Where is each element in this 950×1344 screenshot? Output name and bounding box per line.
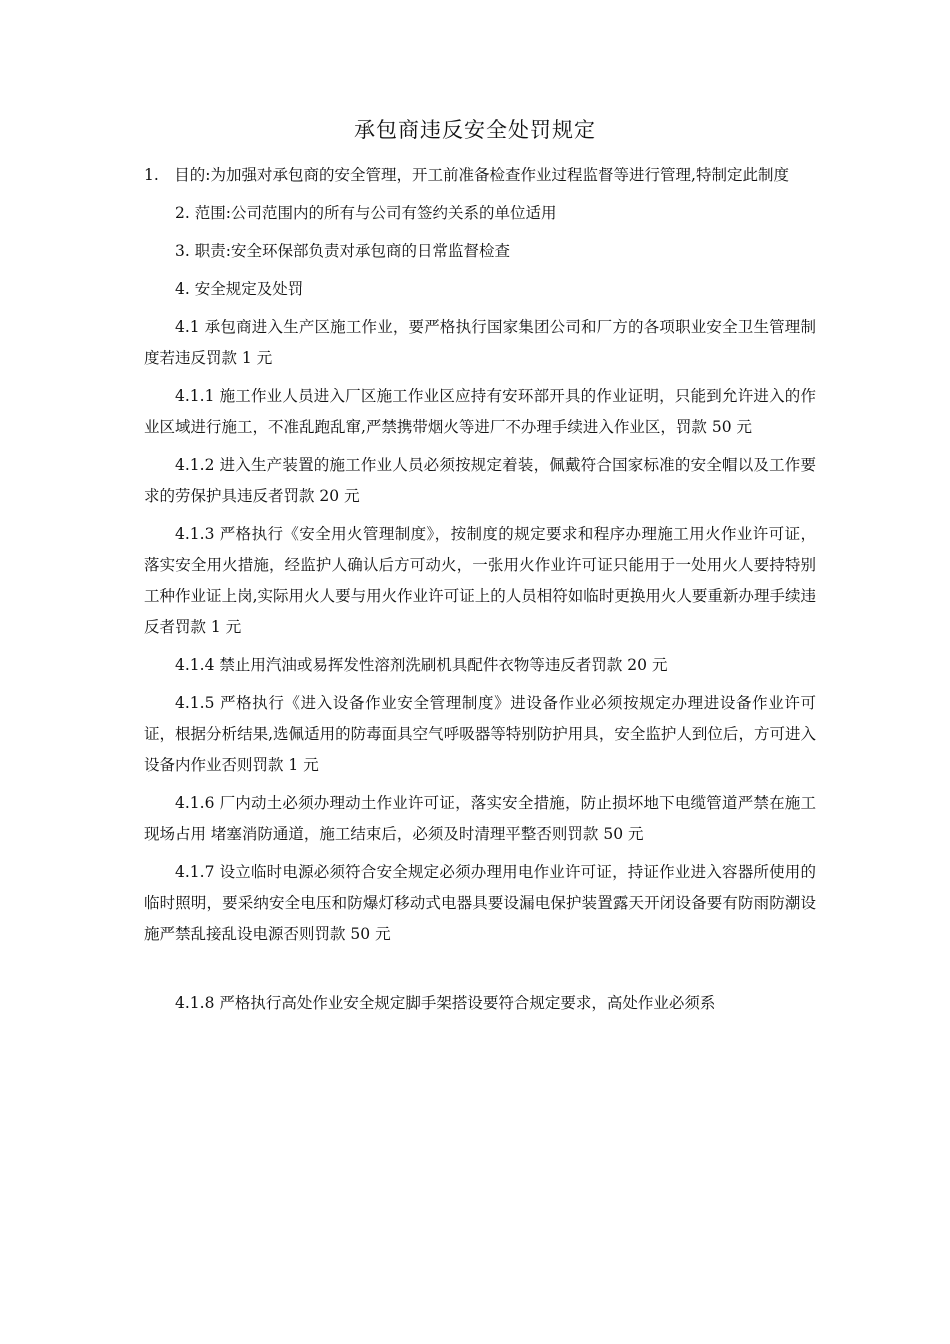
- paragraph-rule-4-1-5: 4.1.5 严格执行《进入设备作业安全管理制度》进设备作业必须按规定办理进设备作业许可证，根据分析结果,选佩适用的防毒面具空气呼吸器等特别防护用具，安全监护人到位后，方可进入设备内作业否则罚款 1 元: [144, 694, 816, 774]
- paragraph-rule-4-1-3: 4.1.3 严格执行《安全用火管理制度》，按制度的规定要求和程序办理施工用火作业许可证，落实安全用火措施，经监护人确认后方可动火，一张用火作业许可证只能用于一处用火人要持特别工种作业证上岗,实际用火人要与用火作业许可证上的人员相符如临时更换用火人要重新办理手续违反者罚款 1 元: [144, 525, 816, 636]
- paragraph-spacer: [144, 950, 816, 988]
- paragraph-rules-heading: 4. 安全规定及处罚: [175, 280, 304, 298]
- paragraph-rule-4-1-2: 4.1.2 进入生产装置的施工作业人员必须按规定着装，佩戴符合国家标准的安全帽以及工作要求的劳保护具违反者罚款 20 元: [144, 456, 816, 505]
- paragraph-rule-4-1-1: 4.1.1 施工作业人员进入厂区施工作业区应持有安环部开具的作业证明，只能到允许进入的作业区域进行施工，不准乱跑乱窜,严禁携带烟火等进厂不办理手续进入作业区，罚款 50 元: [144, 387, 816, 436]
- paragraph-scope: 2. 范围:公司范围内的所有与公司有签约关系的单位适用: [175, 204, 557, 222]
- paragraph-rule-4-1-8: 4.1.8 严格执行高处作业安全规定脚手架搭设要符合规定要求，高处作业必须系: [175, 994, 716, 1012]
- document-body: [144, 160, 816, 1019]
- paragraph-responsibility: 3. 职责:安全环保部负责对承包商的日常监督检查: [175, 242, 510, 260]
- paragraph-rule-4-1-4: 4.1.4 禁止用汽油或易挥发性溶剂洗刷机具配件衣物等违反者罚款 20 元: [175, 656, 668, 674]
- paragraph-rule-4-1-6: 4.1.6 厂内动土必须办理动土作业许可证，落实安全措施，防止损坏地下电缆管道严禁在施工现场占用 堵塞消防通道，施工结束后，必须及时清理平整否则罚款 50 元: [144, 794, 816, 843]
- paragraph-purpose: 1. 目的:为加强对承包商的安全管理，开工前准备检查作业过程监督等进行管理,特制定此制度: [144, 166, 789, 184]
- paragraph-rule-4-1-7: 4.1.7 设立临时电源必须符合安全规定必须办理用电作业许可证，持证作业进入容器所使用的临时照明，要采纳安全电压和防爆灯移动式电器具要设漏电保护装置露天开闭设备要有防雨防潮设施严禁乱接乱设电源否则罚款 50 元: [144, 863, 816, 943]
- paragraph-rule-4-1: 4.1 承包商进入生产区施工作业，要严格执行国家集团公司和厂方的各项职业安全卫生管理制度若违反罚款 1 元: [144, 318, 816, 367]
- document-title: 承包商违反安全处罚规定: [354, 118, 596, 142]
